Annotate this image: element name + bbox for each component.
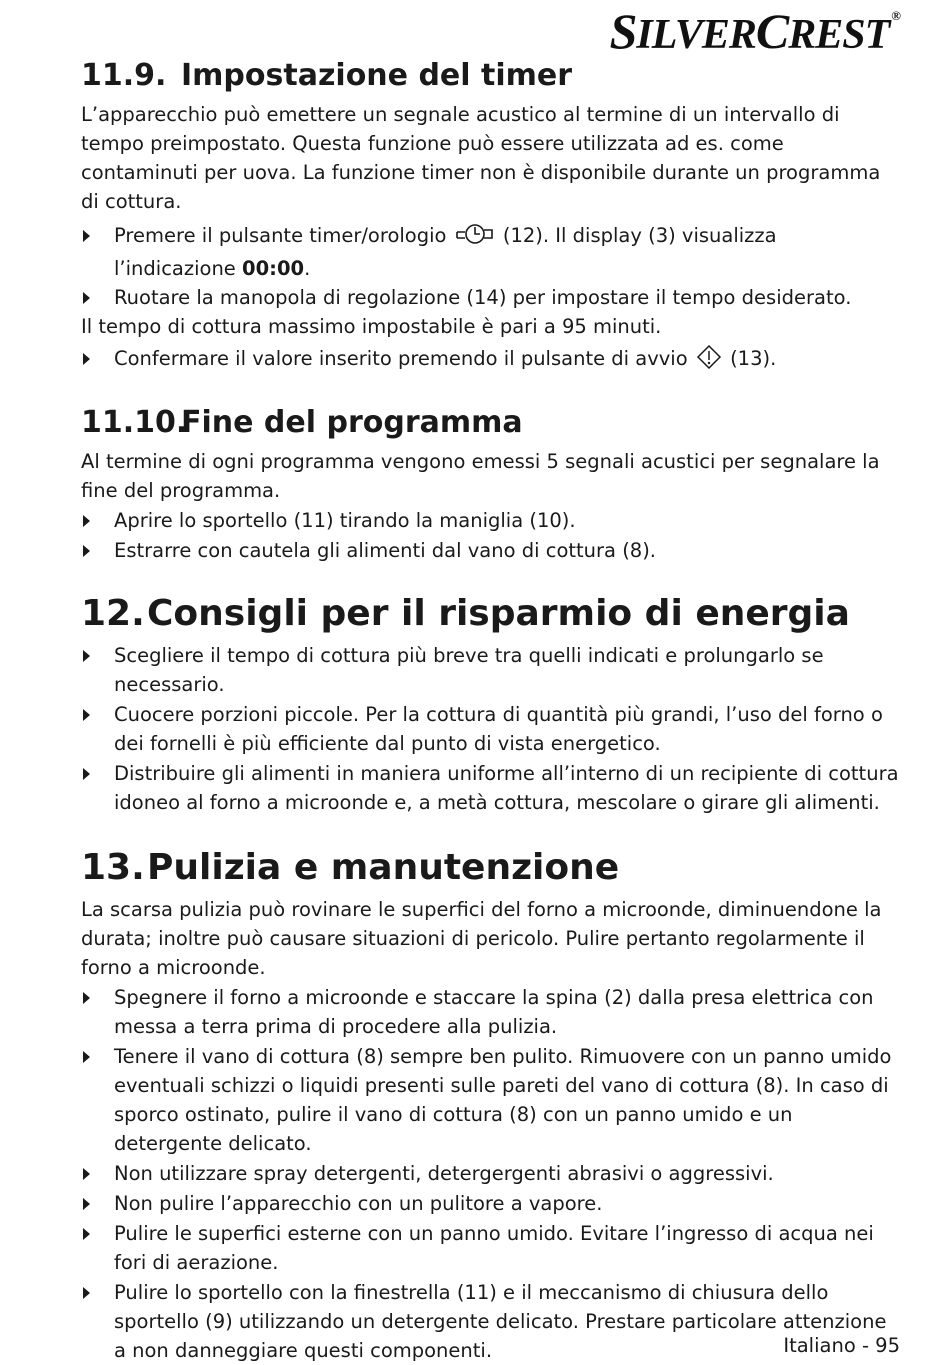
list-item: Tenere il vano di cottura (8) sempre ben pulito. Rimuovere con un panno umido eventuali schizzi o liquidi presenti sulle pareti del vano di cottura (8). In caso di sporco ostinato, pulire il vano di cottura (8) con un panno umido e un detergente delicato.: [81, 1042, 901, 1158]
list-item: Spegnere il forno a microonde e staccare la spina (2) dalla presa elettrica con messa a terra prima di procedere alla pulizia.: [81, 983, 901, 1041]
page-content: [81, 52, 901, 1365]
display-readout: 00:00: [242, 257, 305, 280]
brand-logo: SILVERCREST ®: [609, 3, 900, 59]
page-footer: Italiano - 95: [783, 1334, 900, 1357]
chapter-heading: 13.Pulizia e manutenzione: [81, 847, 620, 888]
paragraph: Il tempo di cottura massimo impostabile è pari a 95 minuti.: [81, 315, 662, 338]
list-item: Confermare il valore inserito premendo il pulsante di avvio (13).: [81, 344, 901, 377]
list-item: Pulire lo sportello con la finestrella (11) e il meccanismo di chiusura dello sportello (9) utilizzando un detergente delicato. Prestare particolare attenzione a non danneggiare questi componenti.: [81, 1278, 901, 1365]
list-item: Non utilizzare spray detergenti, detergergenti abrasivi o aggressivi.: [81, 1159, 901, 1188]
list-item: Pulire le superfici esterne con un panno umido. Evitare l’ingresso di acqua nei fori di aerazione.: [81, 1219, 901, 1277]
list-item: Non pulire l’apparecchio con un pulitore a vapore.: [81, 1189, 901, 1218]
section-heading: 11.10.Fine del programma: [81, 405, 523, 440]
list-item: Estrarre con cautela gli alimenti dal vano di cottura (8).: [81, 536, 901, 565]
list-item: Ruotare la manopola di regolazione (14) per impostare il tempo desiderato.: [81, 283, 901, 312]
list-item: Distribuire gli alimenti in maniera uniforme all’interno di un recipiente di cottura idoneo al forno a microonde e, a metà cottura, mescolare o girare gli alimenti.: [81, 759, 901, 817]
list-item: Cuocere porzioni piccole. Per la cottura di quantità più grandi, l’uso del forno o dei fornelli è più efficiente dal punto di vista energetico.: [81, 700, 901, 758]
paragraph: La scarsa pulizia può rovinare le superfici del forno a microonde, diminuendone la durata; inoltre può causare situazioni di pericolo. Pulire pertanto regolarmente il forno a microonde.: [81, 898, 882, 979]
list-item: Premere il pulsante timer/orologio (12). Il display (3) visualizza l’indicazione 00:00.: [81, 221, 901, 283]
start-diamond-icon: [696, 345, 722, 377]
paragraph: Al termine di ogni programma vengono emessi 5 segnali acustici per segnalare la fine del programma.: [81, 450, 880, 502]
section-heading: 11.9. Impostazione del timer: [81, 58, 573, 93]
list-item: Aprire lo sportello (11) tirando la maniglia (10).: [81, 506, 901, 535]
list-item: Scegliere il tempo di cottura più breve tra quelli indicati e prolungarlo se necessario.: [81, 641, 901, 699]
paragraph: L’apparecchio può emettere un segnale acustico al termine di un intervallo di tempo preimpostato. Questa funzione può essere utilizzata ad es. come contaminuti per uova. La funzione timer non è disponibile durante un programma di cottura.: [81, 103, 881, 213]
timer-clock-icon: [455, 222, 495, 254]
chapter-heading: 12.Consigli per il risparmio di energia: [81, 593, 850, 634]
